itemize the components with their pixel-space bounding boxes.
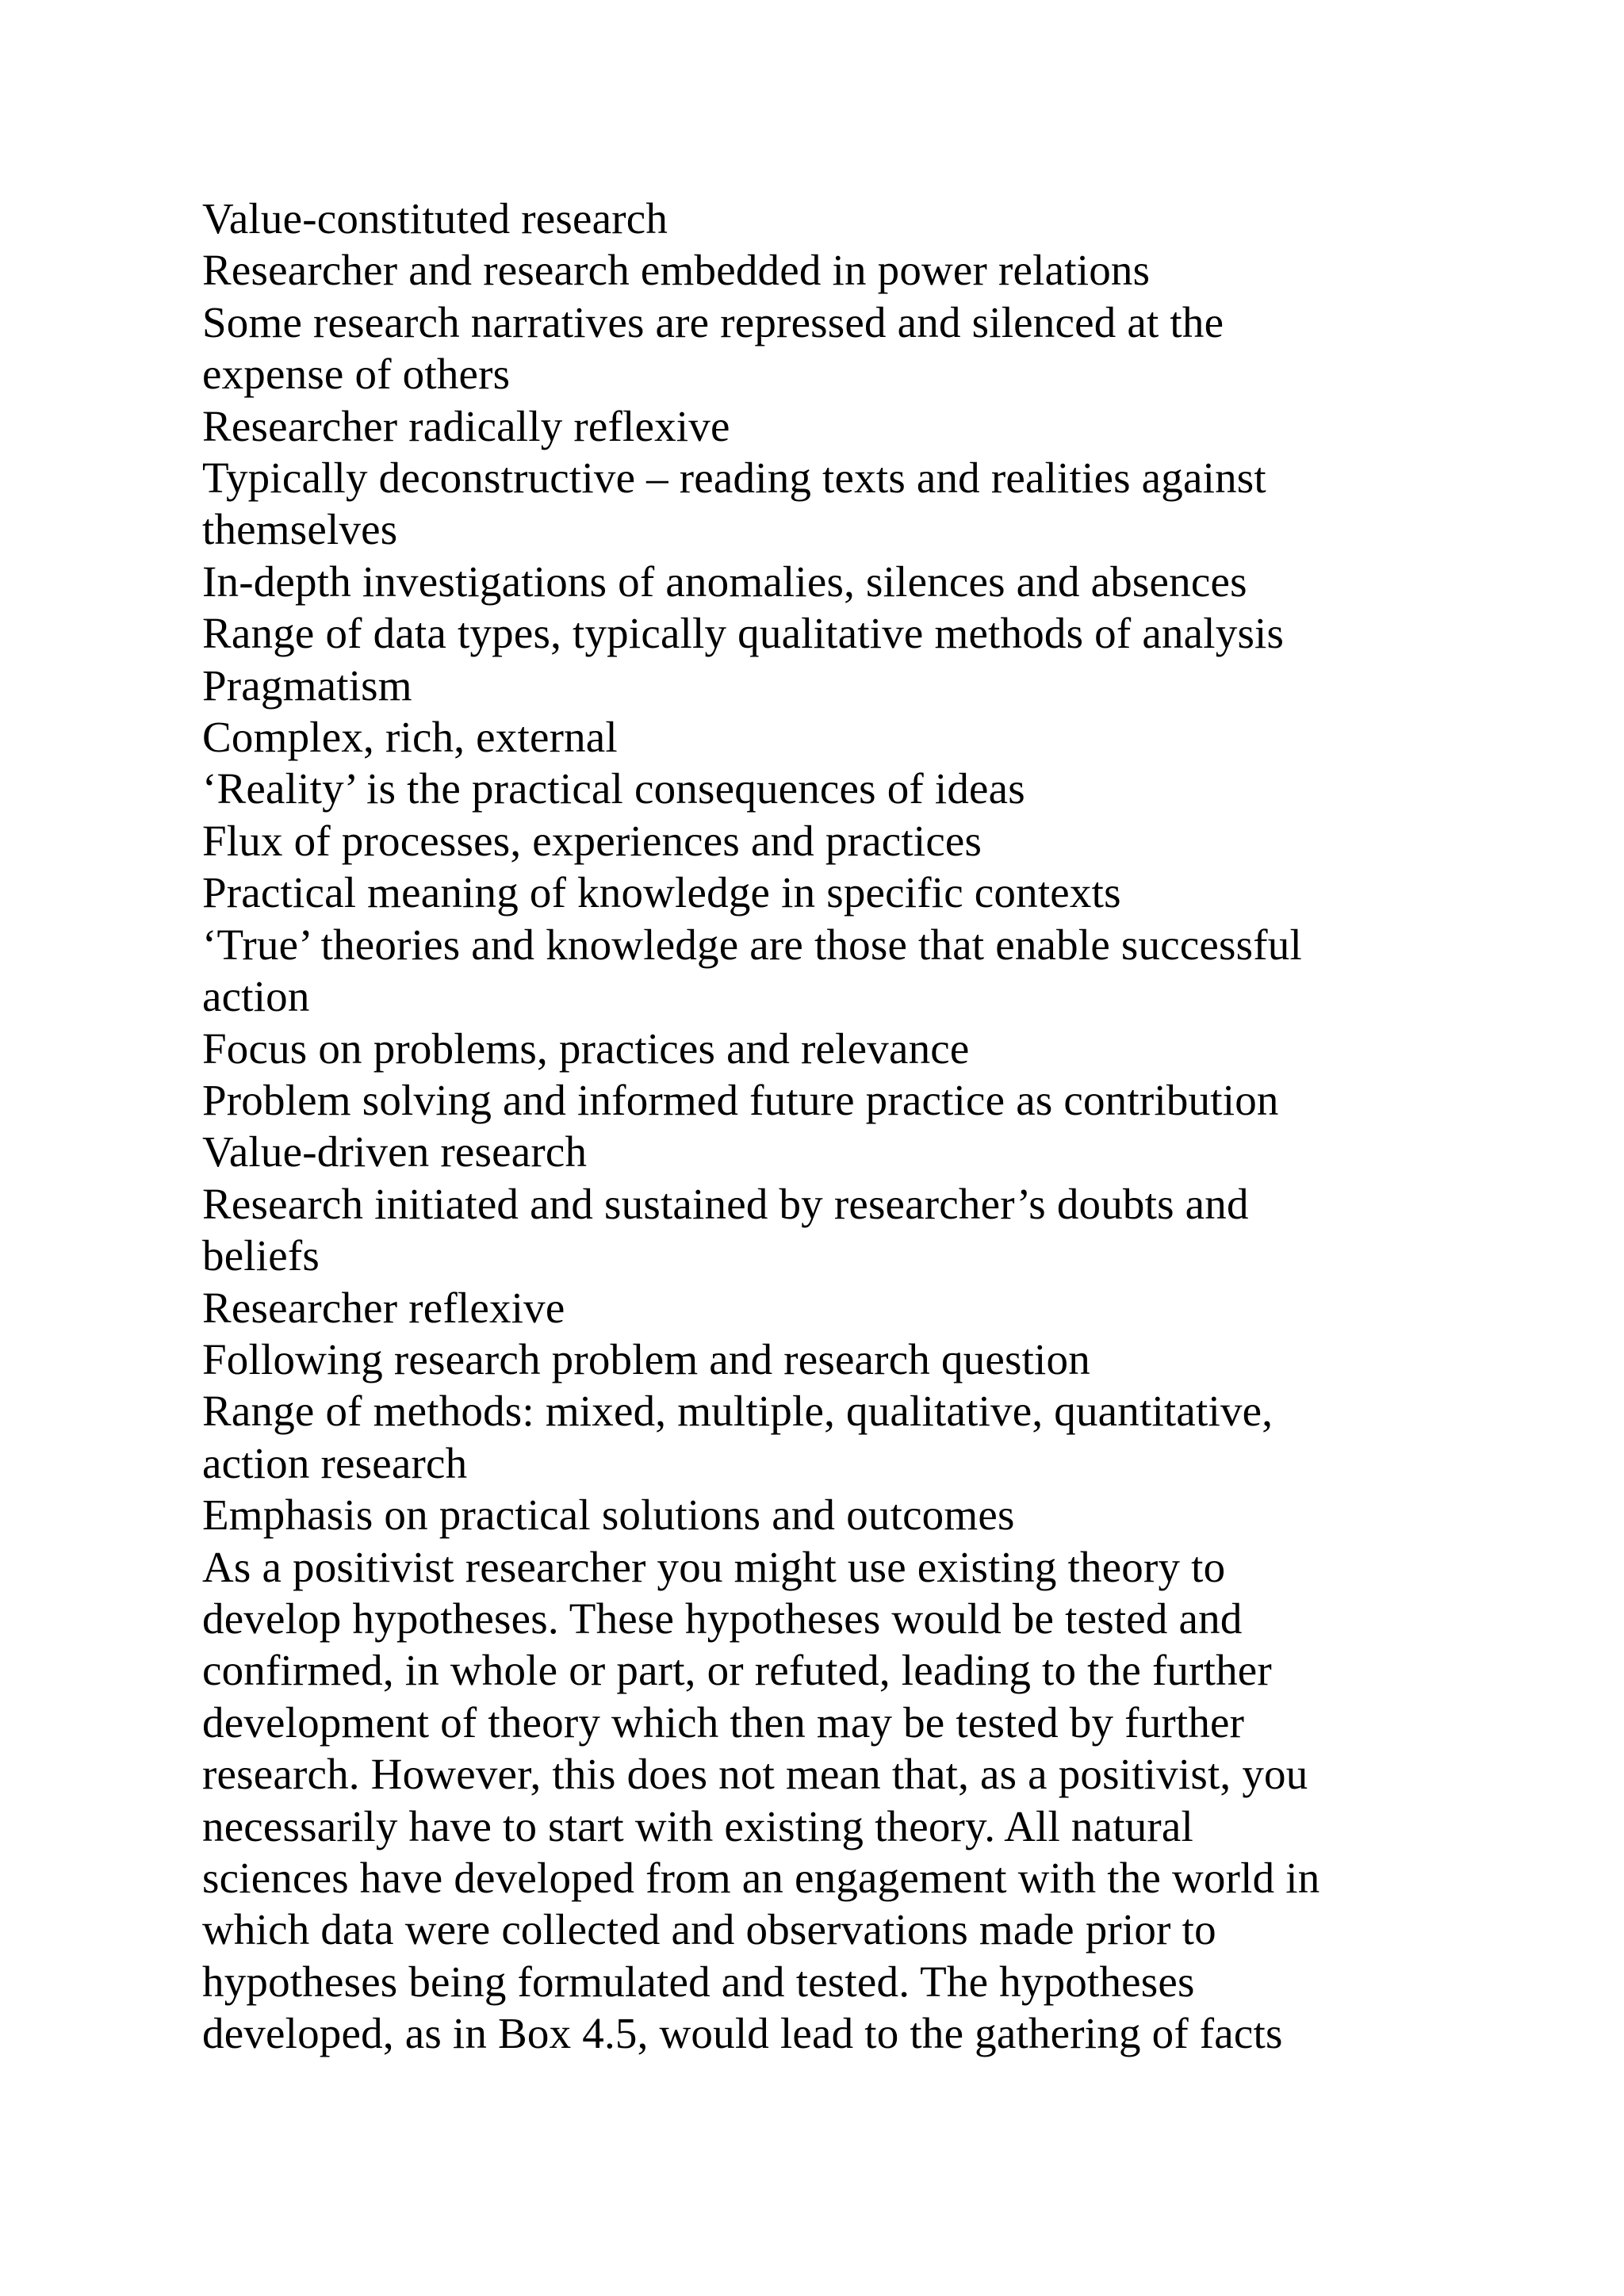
text-line: confirmed, in whole or part, or refuted, leading to the further (202, 1646, 1272, 1695)
text-line: Researcher reflexive (202, 1283, 565, 1332)
text-line: development of theory which then may be tested by further (202, 1697, 1245, 1747)
text-line: sciences have developed from an engagement with the world in (202, 1854, 1320, 1902)
text-line: Some research narratives are repressed and silenced at the (202, 297, 1224, 346)
text-line: Typically deconstructive – reading texts and realities against (202, 453, 1266, 503)
text-line: Focus on problems, practices and relevance (202, 1024, 970, 1073)
text-line: research. However, this does not mean that, as a positivist, you (202, 1750, 1308, 1799)
text-line: which data were collected and observations made prior to (202, 1905, 1216, 1954)
text-line: action (202, 972, 310, 1021)
text-line: ‘True’ theories and knowledge are those that enable successful (202, 920, 1302, 969)
text-line: Complex, rich, external (202, 713, 618, 762)
text-line: Practical meaning of knowledge in specific contexts (202, 868, 1121, 917)
text-line: action research (202, 1438, 468, 1487)
text-line: In-depth investigations of anomalies, silences and absences (202, 557, 1247, 606)
text-line: develop hypotheses. These hypotheses would be tested and (202, 1594, 1243, 1643)
text-line: Researcher and research embedded in power relations (202, 246, 1151, 295)
text-line: necessarily have to start with existing theory. All natural (202, 1801, 1193, 1850)
text-line: Researcher radically reflexive (202, 401, 730, 450)
text-line: Range of data types, typically qualitative methods of analysis (202, 609, 1285, 658)
text-line: hypotheses being formulated and tested. The hypotheses (202, 1957, 1195, 2006)
text-line: ‘Reality’ is the practical consequences of ideas (202, 764, 1025, 813)
text-line: Pragmatism (202, 660, 412, 710)
text-line: Value-driven research (202, 1127, 588, 1177)
text-line: Problem solving and informed future practice as contribution (202, 1075, 1279, 1124)
text-line: Flux of processes, experiences and practices (202, 816, 982, 865)
text-line: Value-constituted research (202, 194, 668, 243)
text-line: Research initiated and sustained by researcher’s doubts and (202, 1179, 1249, 1228)
document-text-block (202, 193, 1471, 2060)
text-line: Emphasis on practical solutions and outcomes (202, 1490, 1015, 1540)
text-line: beliefs (202, 1231, 320, 1280)
text-line: Range of methods: mixed, multiple, qualitative, quantitative, (202, 1387, 1274, 1436)
text-line: Following research problem and research question (202, 1334, 1090, 1383)
text-line: As a positivist researcher you might use existing theory to (202, 1542, 1226, 1591)
text-line: themselves (202, 505, 398, 554)
text-line: expense of others (202, 350, 511, 399)
text-line: developed, as in Box 4.5, would lead to the gathering of facts (202, 2009, 1283, 2058)
